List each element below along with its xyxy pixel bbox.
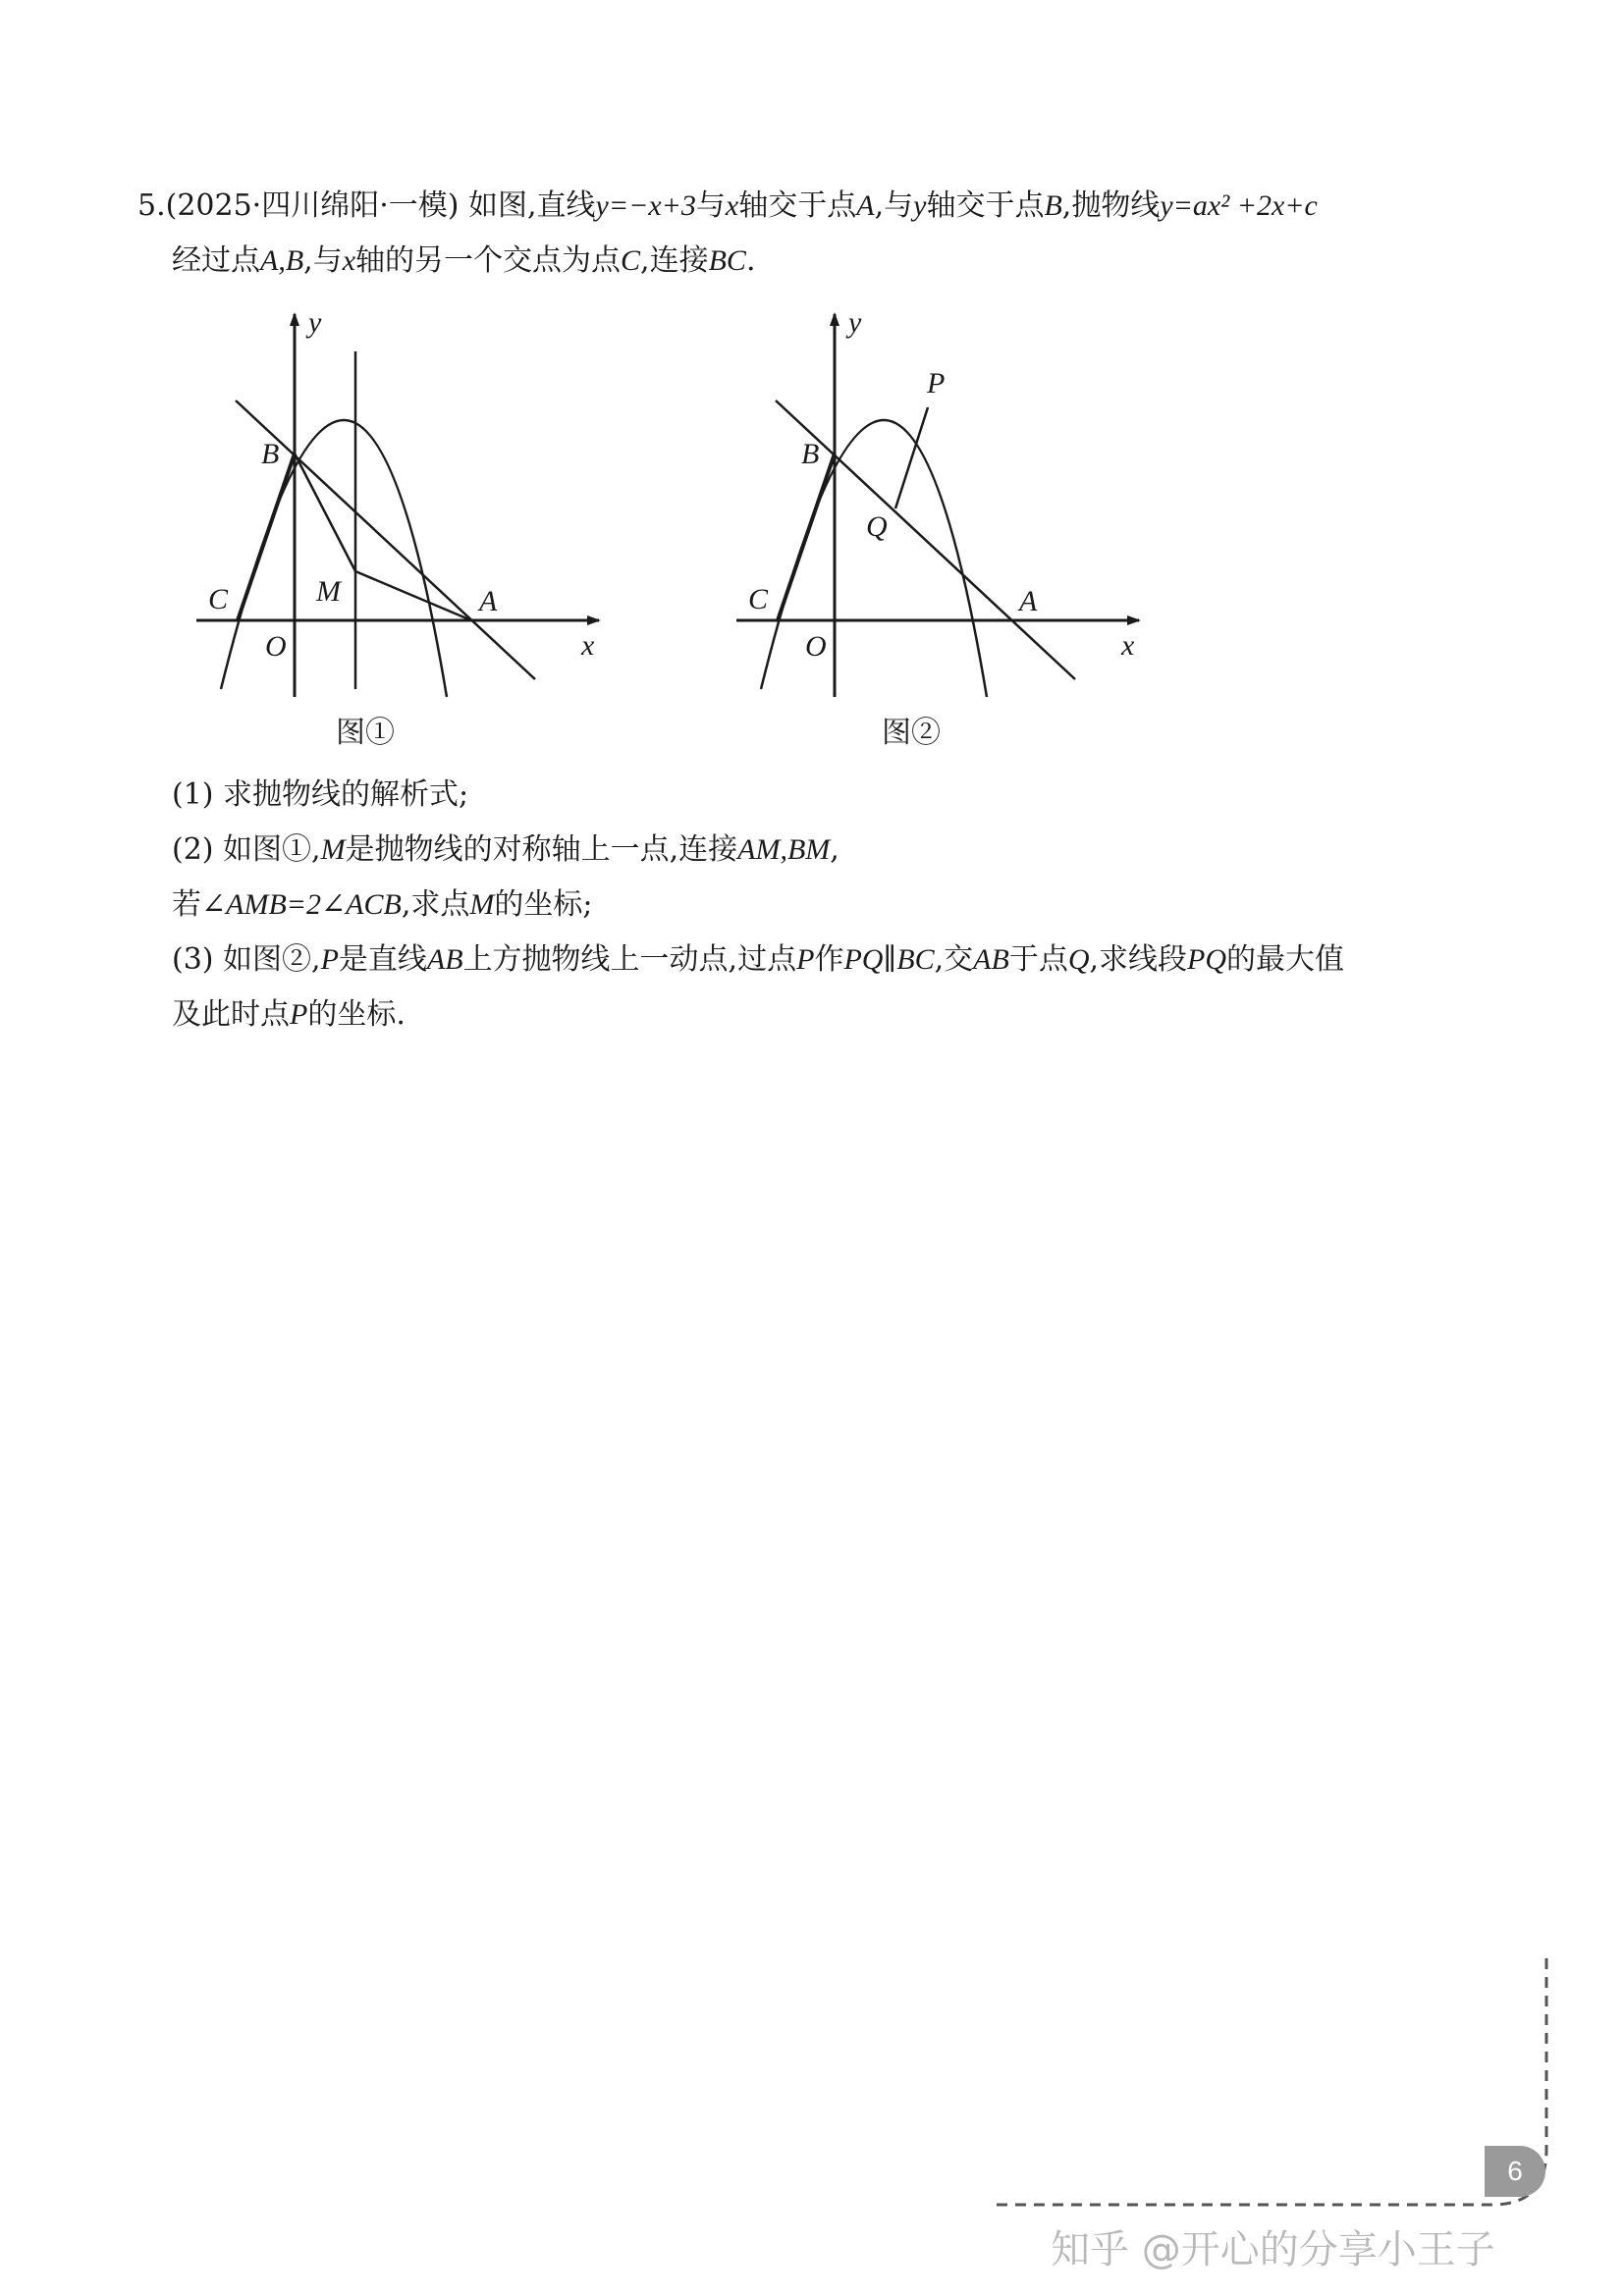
- vars-AB: A,B: [260, 244, 304, 277]
- part-text: 作: [814, 942, 844, 977]
- figure-2: [727, 304, 1159, 717]
- stem-text: .: [745, 243, 756, 278]
- parallel-condition: PQ∥BC: [843, 943, 935, 976]
- stem-text: 如图,直线: [468, 188, 596, 223]
- stem-text: 与: [695, 188, 726, 223]
- var-B: B: [1044, 189, 1062, 222]
- label-y: y: [308, 306, 322, 339]
- label-P: P: [927, 367, 946, 400]
- label-M: M: [316, 575, 341, 608]
- part-text: 是抛物线的对称轴上一点,连接: [345, 832, 738, 867]
- part-text: ,求线段: [1089, 942, 1188, 977]
- label-B: B: [261, 438, 280, 470]
- part-3-line-1: [172, 940, 1566, 980]
- parabola-equation: y=ax² +2x+c: [1160, 189, 1318, 222]
- stem-text: ,与: [303, 243, 343, 278]
- var-A: A: [856, 189, 875, 222]
- var-y: y: [913, 189, 927, 222]
- stem-text: ,连接: [640, 243, 709, 278]
- var-Q: Q: [1067, 943, 1090, 976]
- var-P: P: [320, 943, 339, 976]
- part-text: 及此时点: [172, 997, 290, 1032]
- label-x: x: [581, 629, 595, 662]
- var-M: M: [320, 833, 346, 866]
- problem-number: 5.: [137, 188, 166, 223]
- var-P: P: [796, 943, 815, 976]
- segments-AM-BM: AM,BM: [737, 833, 831, 866]
- footer-dashed-corner: [982, 1953, 1571, 2218]
- label-C: C: [748, 583, 769, 615]
- part-text: ,: [830, 832, 839, 867]
- part-3-line-2: [172, 995, 1566, 1035]
- part-text: 的坐标;: [494, 887, 593, 922]
- label-O: O: [805, 630, 827, 663]
- stem-text: ,抛物线: [1061, 188, 1161, 223]
- part-text: 的最大值: [1226, 942, 1345, 977]
- var-C: C: [621, 244, 641, 277]
- part-text: 若: [172, 887, 201, 922]
- part-text: (2) 如图①,: [172, 832, 321, 867]
- figure-2-diagram: [727, 304, 1159, 717]
- segment-BM: [295, 454, 355, 571]
- part-text: 上方抛物线上一动点,过点: [462, 942, 797, 977]
- segment-PQ: PQ: [1187, 943, 1227, 976]
- angle-condition: ∠AMB=2∠ACB: [201, 888, 402, 921]
- figure-1: [187, 304, 619, 717]
- problem-stem-line-1: [137, 187, 1532, 226]
- part-text: 的坐标.: [307, 997, 406, 1032]
- segment-AB: AB: [973, 943, 1009, 976]
- part-1: [172, 775, 1566, 815]
- watermark: 知乎 @开心的分享小王子: [1051, 2227, 1495, 2272]
- part-text: ,求点: [401, 887, 470, 922]
- segment-BC: [238, 454, 295, 620]
- parabola: [221, 420, 447, 697]
- part-text: ,交: [934, 942, 974, 977]
- label-O: O: [265, 630, 287, 663]
- label-A: A: [1019, 585, 1038, 617]
- label-B: B: [801, 438, 820, 470]
- part-text: (1) 求抛物线的解析式;: [172, 777, 469, 812]
- stem-text: 轴交于点: [926, 188, 1045, 223]
- parabola: [761, 420, 987, 697]
- stem-text: 经过点: [172, 243, 260, 278]
- part-2-line-2: [172, 885, 1566, 925]
- segment-AB: AB: [426, 943, 463, 976]
- part-text: 于点: [1008, 942, 1068, 977]
- label-Q: Q: [866, 510, 888, 543]
- page-number: 6: [1485, 2146, 1545, 2197]
- var-x: x: [342, 244, 356, 277]
- line-equation: y=−x+3: [595, 189, 696, 222]
- label-x: x: [1121, 629, 1135, 662]
- label-C: C: [208, 583, 229, 615]
- stem-text: 轴的另一个交点为点: [355, 243, 622, 278]
- problem-stem-line-2: [172, 241, 1566, 281]
- label-A: A: [479, 585, 498, 617]
- figure-1-caption: 图①: [336, 716, 395, 750]
- figure-2-caption: 图②: [882, 716, 941, 750]
- label-y: y: [848, 306, 862, 339]
- segment-BC: [778, 454, 835, 620]
- segment-PQ: [895, 407, 928, 508]
- stem-text: 轴交于点: [738, 188, 857, 223]
- part-2-line-1: [172, 830, 1566, 870]
- part-text: (3) 如图②,: [172, 942, 321, 977]
- problem-source: (2025·四川绵阳·一模): [165, 188, 460, 223]
- segment-BC: BC: [708, 244, 746, 277]
- var-M: M: [469, 888, 495, 921]
- figure-1-diagram: [187, 304, 619, 717]
- segment-AM: [355, 571, 471, 620]
- var-P: P: [290, 998, 308, 1031]
- var-x: x: [725, 189, 739, 222]
- part-text: 是直线: [338, 942, 427, 977]
- stem-text: ,与: [874, 188, 914, 223]
